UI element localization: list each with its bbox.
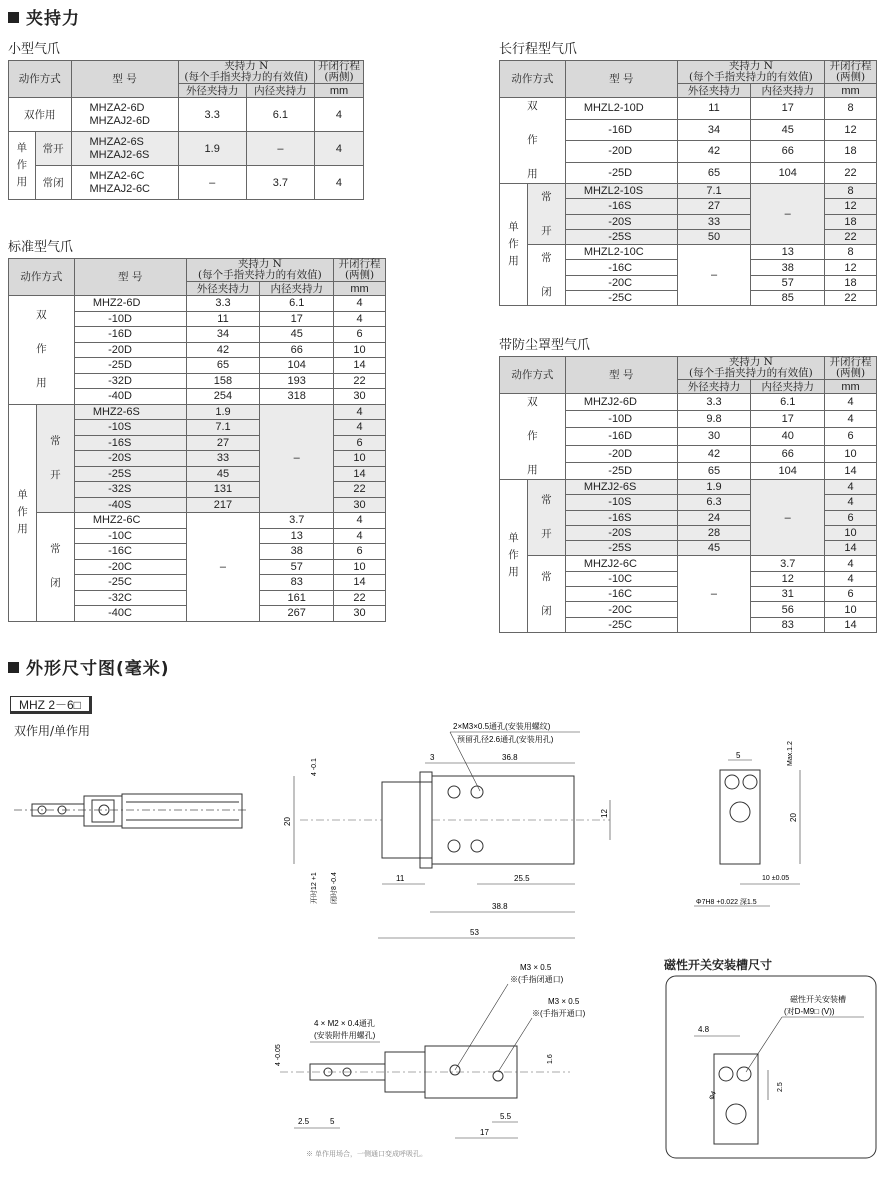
table-cell: 3.3 (178, 98, 246, 132)
dim-53: 53 (470, 928, 479, 937)
header-inner: 内径夹持力 (751, 84, 825, 98)
table-cell: 10 (825, 602, 877, 617)
table-cell: 3.3 (186, 296, 260, 312)
header-stroke: 开闭行程 (两侧) (825, 357, 877, 380)
table-cell: MHZJ2-6C (565, 556, 677, 571)
table-cell: 8 (825, 98, 877, 120)
table-cell: -10C (74, 528, 186, 544)
dust-cover-gripper-table (499, 356, 877, 633)
header-stroke: 开闭行程 (两侧) (334, 259, 386, 282)
table-cell: 9.8 (677, 411, 751, 428)
table-cell: MHZL2-10D (565, 98, 677, 120)
header-unit: mm (825, 380, 877, 394)
table-cell: – (246, 132, 314, 166)
model-code-box: MHZ 2－6□ (10, 696, 92, 714)
header-unit: mm (314, 84, 363, 98)
section-title-dimensions: 外形尺寸图(毫米) (8, 654, 170, 679)
standard-table-title: 标准型气爪 (8, 240, 74, 255)
table-cell: MHZA2-6C MHZAJ2-6C (71, 166, 178, 200)
header-inner: 内径夹持力 (260, 282, 334, 296)
table-cell: 22 (825, 229, 877, 244)
table-cell: 318 (260, 389, 334, 405)
table-cell: 6.1 (260, 296, 334, 312)
table-cell: 267 (260, 606, 334, 622)
table-cell: 27 (186, 435, 260, 451)
table-cell: 45 (677, 541, 751, 556)
table-cell: 4 (334, 528, 386, 544)
mode-double: 双作用 (9, 98, 72, 132)
section-title-gripping-force: 夹持力 (8, 4, 80, 29)
table-cell: -10C (565, 571, 677, 586)
table-cell: 38 (260, 544, 334, 560)
dim-open: 开时12 +1 (311, 872, 318, 904)
table-cell: 4 (314, 166, 363, 200)
table-cell: – (677, 556, 751, 632)
table-cell: 45 (751, 119, 825, 141)
table-cell: 17 (751, 98, 825, 120)
table-cell: 104 (260, 358, 334, 374)
table-cell: 66 (751, 445, 825, 462)
mode-normally-open: 常 开 (527, 184, 565, 245)
mode-single: 单 作 用 (9, 132, 36, 200)
table-cell: -16C (565, 587, 677, 602)
table-cell: 6 (334, 544, 386, 560)
table-cell: -16S (565, 199, 677, 214)
table-cell: – (260, 404, 334, 513)
dim-4-tol2: 4 -0.05 (275, 1044, 282, 1066)
table-cell: 10 (334, 342, 386, 358)
table-cell: MHZL2-10C (565, 245, 677, 260)
table-cell: 13 (260, 528, 334, 544)
table-cell: 14 (825, 462, 877, 479)
table-cell: 4 (314, 132, 363, 166)
mode-double: 双 作 用 (500, 98, 566, 184)
mode-single: 单 作 用 (9, 404, 37, 621)
dim-2-5: 2.5 (298, 1117, 310, 1126)
table-row (9, 404, 386, 420)
table-cell: 10 (825, 525, 877, 540)
switch-note-1: 磁性开关安装槽 (790, 995, 846, 1004)
table-cell: 3.7 (246, 166, 314, 200)
table-cell: – (178, 166, 246, 200)
table-cell: 6 (825, 510, 877, 525)
table-cell: 7.1 (677, 184, 751, 199)
dim-25-5: 25.5 (514, 874, 530, 883)
table-cell: 14 (825, 617, 877, 632)
table-cell: 4 (334, 420, 386, 436)
dim-m3-close-note: ※(手指开通口) (532, 1009, 586, 1018)
table-cell: 4 (334, 513, 386, 529)
table-cell: 4 (334, 296, 386, 312)
header-unit: mm (825, 84, 877, 98)
header-force: 夹持力 N (每个手指夹持力的有效值) (677, 61, 824, 84)
table-cell: 1.9 (677, 480, 751, 495)
table-cell: 6.1 (751, 394, 825, 411)
dim-m2-note-1: 4 × M2 × 0.4通孔 (314, 1019, 375, 1028)
table-cell: -25C (565, 291, 677, 306)
dim-close: 闭时8 -0.4 (331, 872, 338, 904)
switch-dim-4-8: 4.8 (698, 1025, 710, 1034)
table-cell: 42 (677, 141, 751, 163)
table-cell: 56 (751, 602, 825, 617)
table-row (500, 556, 877, 571)
table-cell: 33 (677, 214, 751, 229)
table-cell: -32D (74, 373, 186, 389)
dim-m2-note-2: (安装附件用螺孔) (314, 1031, 376, 1040)
table-cell: – (751, 184, 825, 245)
table-cell: 8 (825, 184, 877, 199)
table-row (500, 98, 877, 120)
header-outer: 外径夹持力 (178, 84, 246, 98)
table-cell: 66 (260, 342, 334, 358)
table-cell: -10D (565, 411, 677, 428)
table-cell: 12 (825, 119, 877, 141)
table-cell: 34 (677, 119, 751, 141)
mode-single: 单 作 用 (500, 184, 528, 306)
table-cell: -25D (565, 462, 677, 479)
header-mode: 动作方式 (500, 61, 566, 98)
front-view-drawing (270, 716, 630, 946)
table-cell: 66 (751, 141, 825, 163)
table-row (9, 296, 386, 312)
table-cell: MHZ2-6S (74, 404, 186, 420)
table-cell: -40D (74, 389, 186, 405)
header-model: 型 号 (565, 61, 677, 98)
table-cell: -20D (74, 342, 186, 358)
table-cell: -20D (565, 141, 677, 163)
table-row (9, 513, 386, 529)
table-cell: 45 (186, 466, 260, 482)
header-unit: mm (334, 282, 386, 296)
header-inner: 内径夹持力 (751, 380, 825, 394)
table-cell: 38 (751, 260, 825, 275)
mode-normally-closed: 常 闭 (527, 556, 565, 632)
table-cell: MHZJ2-6S (565, 480, 677, 495)
table-cell: 50 (677, 229, 751, 244)
table-cell: -16C (565, 260, 677, 275)
header-force: 夹持力 N (每个手指夹持力的有效值) (186, 259, 334, 282)
table-cell: -20C (565, 275, 677, 290)
table-cell: 104 (751, 462, 825, 479)
header-outer: 外径夹持力 (677, 84, 751, 98)
dim-10: 10 ±0.05 (762, 875, 790, 882)
standard-gripper-table (8, 258, 386, 622)
table-cell: -10D (74, 311, 186, 327)
header-model: 型 号 (74, 259, 186, 296)
table-cell: 22 (334, 590, 386, 606)
dim-m3-open: M3 × 0.5 (520, 963, 552, 972)
table-cell: 42 (677, 445, 751, 462)
header-model: 型 号 (565, 357, 677, 394)
table-cell: 22 (825, 291, 877, 306)
table-cell: 33 (186, 451, 260, 467)
table-cell: 4 (825, 394, 877, 411)
table-cell: 40 (751, 428, 825, 445)
table-cell: MHZJ2-6D (565, 394, 677, 411)
table-cell: 161 (260, 590, 334, 606)
table-cell: 6 (334, 435, 386, 451)
table-cell: 12 (825, 260, 877, 275)
header-model: 型 号 (71, 61, 178, 98)
table-cell: 30 (334, 389, 386, 405)
mode-normally-closed: 常闭 (35, 166, 71, 200)
table-cell: -20C (74, 559, 186, 575)
table-cell: 65 (186, 358, 260, 374)
dims-subtitle: 双作用/单作用 (14, 724, 91, 738)
table-cell: 4 (334, 311, 386, 327)
table-cell: 104 (751, 162, 825, 184)
table-cell: -16D (565, 119, 677, 141)
table-cell: 131 (186, 482, 260, 498)
table-cell: -16C (74, 544, 186, 560)
table-cell: -20S (74, 451, 186, 467)
mode-normally-open: 常开 (35, 132, 71, 166)
table-cell: 4 (825, 495, 877, 510)
table-cell: -40C (74, 606, 186, 622)
table-cell: -25S (74, 466, 186, 482)
table-cell: 10 (334, 451, 386, 467)
switch-dim-phi4: φ4 (707, 1090, 718, 1101)
bottom-view-drawing (270, 960, 630, 1160)
table-cell: 1.9 (178, 132, 246, 166)
table-cell: 193 (260, 373, 334, 389)
table-cell: 14 (334, 575, 386, 591)
table-cell: MHZL2-10S (565, 184, 677, 199)
table-cell: 14 (825, 541, 877, 556)
switch-groove-title: 磁性开关安装槽尺寸 (664, 958, 773, 972)
table-cell: 34 (186, 327, 260, 343)
table-cell: – (186, 513, 260, 622)
dim-m3-open-note: ※(手指闭通口) (510, 975, 564, 984)
table-cell: 4 (825, 571, 877, 586)
end-view-drawing (690, 730, 815, 910)
long-stroke-gripper-table (499, 60, 877, 306)
table-cell: 57 (260, 559, 334, 575)
table-cell: 83 (260, 575, 334, 591)
table-cell: 3.3 (677, 394, 751, 411)
table-cell: 65 (677, 162, 751, 184)
table-cell: 27 (677, 199, 751, 214)
header-outer: 外径夹持力 (186, 282, 260, 296)
dim-20b: 20 (789, 813, 798, 822)
table-row (500, 480, 877, 495)
table-cell: 254 (186, 389, 260, 405)
table-cell: 22 (334, 373, 386, 389)
mode-single: 单 作 用 (500, 480, 528, 633)
table-cell: 10 (334, 559, 386, 575)
switch-groove-drawing (664, 974, 878, 1162)
dim-max12: Max.1.2 (787, 741, 794, 766)
side-view-drawing (14, 780, 254, 840)
table-cell: 4 (314, 98, 363, 132)
table-cell: -25C (74, 575, 186, 591)
table-cell: 6 (825, 587, 877, 602)
mode-double: 双 作 用 (9, 296, 75, 405)
header-force: 夹持力 N (每个手指夹持力的有效值) (178, 61, 314, 84)
small-gripper-table (8, 60, 364, 200)
dim-hole: Φ7H8 +0.022 深1.5 (696, 899, 757, 906)
mode-normally-closed: 常 闭 (36, 513, 74, 622)
header-stroke: 开闭行程 (两侧) (314, 61, 363, 84)
header-mode: 动作方式 (500, 357, 566, 394)
small-table-title: 小型气爪 (8, 42, 61, 57)
mode-normally-open: 常 开 (527, 480, 565, 556)
table-cell: -40S (74, 497, 186, 513)
table-cell: 14 (334, 466, 386, 482)
table-cell: 10 (825, 445, 877, 462)
mode-normally-open: 常 开 (36, 404, 74, 513)
table-cell: 11 (677, 98, 751, 120)
table-cell: 24 (677, 510, 751, 525)
dim-12: 12 (600, 809, 609, 818)
table-cell: 18 (825, 275, 877, 290)
dim-38-8: 38.8 (492, 902, 508, 911)
dim-m3-close: M3 × 0.5 (548, 997, 580, 1006)
table-cell: -25C (565, 617, 677, 632)
table-cell: 83 (751, 617, 825, 632)
table-cell: -32C (74, 590, 186, 606)
header-outer: 外径夹持力 (677, 380, 751, 394)
header-mode: 动作方式 (9, 61, 72, 98)
table-row (500, 184, 877, 199)
table-cell: 6.1 (246, 98, 314, 132)
table-cell: -25D (565, 162, 677, 184)
header-stroke: 开闭行程 (两侧) (825, 61, 877, 84)
dim-3: 3 (430, 753, 435, 762)
switch-note-2: (对D-M9□ (V)) (784, 1007, 835, 1016)
dim-11: 11 (396, 874, 405, 883)
table-cell: 4 (334, 404, 386, 420)
table-cell: 22 (825, 162, 877, 184)
table-cell: -20D (565, 445, 677, 462)
table-cell: – (751, 480, 825, 556)
mode-normally-closed: 常 闭 (527, 245, 565, 306)
table-cell: -25S (565, 229, 677, 244)
table-cell: 18 (825, 214, 877, 229)
table-cell: -16S (565, 510, 677, 525)
dim-5-5: 5.5 (500, 1112, 512, 1121)
table-cell: 1.9 (186, 404, 260, 420)
table-cell: 17 (751, 411, 825, 428)
dim-36-8: 36.8 (502, 753, 518, 762)
header-mode: 动作方式 (9, 259, 75, 296)
dim-4-tol: 4 -0.1 (311, 758, 318, 776)
table-cell: 3.7 (260, 513, 334, 529)
table-cell: 28 (677, 525, 751, 540)
table-cell: 18 (825, 141, 877, 163)
header-force: 夹持力 N (每个手指夹持力的有效值) (677, 357, 824, 380)
table-cell: 4 (825, 480, 877, 495)
table-cell: 4 (825, 411, 877, 428)
table-row (500, 245, 877, 260)
table-cell: -10S (565, 495, 677, 510)
table-cell: 6 (334, 327, 386, 343)
table-cell: 12 (751, 571, 825, 586)
dim-20: 20 (283, 817, 292, 826)
table-cell: -20S (565, 525, 677, 540)
table-cell: 13 (751, 245, 825, 260)
table-cell: 6 (825, 428, 877, 445)
dim-note-holes-2: 预留孔径2.6通孔(安装用孔) (457, 735, 554, 744)
table-cell: -16D (74, 327, 186, 343)
dims-footnote: ※ 单作用场合，一侧通口变成呼吸孔。 (306, 1151, 427, 1158)
table-cell: 158 (186, 373, 260, 389)
long-table-title: 长行程型气爪 (499, 42, 578, 57)
dim-1-6: 1.6 (547, 1054, 554, 1064)
table-cell: -20C (565, 602, 677, 617)
table-cell: MHZA2-6S MHZAJ2-6S (71, 132, 178, 166)
table-cell: 17 (260, 311, 334, 327)
table-cell: 31 (751, 587, 825, 602)
dim-5b: 5 (330, 1117, 335, 1126)
table-cell: 85 (751, 291, 825, 306)
table-cell: – (677, 245, 751, 306)
table-cell: 65 (677, 462, 751, 479)
table-cell: -20S (565, 214, 677, 229)
table-cell: -16S (74, 435, 186, 451)
table-cell: -25S (565, 541, 677, 556)
table-row (500, 394, 877, 411)
header-inner: 内径夹持力 (246, 84, 314, 98)
table-cell: 22 (334, 482, 386, 498)
dim-note-holes-1: 2×M3×0.5通孔(安装用螺纹) (453, 722, 551, 731)
table-cell: 3.7 (751, 556, 825, 571)
table-cell: MHZ2-6C (74, 513, 186, 529)
table-cell: 6.3 (677, 495, 751, 510)
table-cell: -25D (74, 358, 186, 374)
dust-table-title: 带防尘罩型气爪 (499, 338, 591, 353)
table-cell: 45 (260, 327, 334, 343)
table-cell: -10S (74, 420, 186, 436)
table-cell: -16D (565, 428, 677, 445)
table-cell: 4 (825, 556, 877, 571)
switch-dim-2-5: 2.5 (777, 1082, 784, 1092)
table-cell: 7.1 (186, 420, 260, 436)
table-cell: 217 (186, 497, 260, 513)
table-cell: MHZ2-6D (74, 296, 186, 312)
mode-double: 双 作 用 (500, 394, 566, 480)
table-cell: 30 (334, 497, 386, 513)
table-cell: MHZA2-6D MHZAJ2-6D (71, 98, 178, 132)
table-cell: 12 (825, 199, 877, 214)
dim-17: 17 (480, 1128, 489, 1137)
table-cell: 8 (825, 245, 877, 260)
table-cell: -32S (74, 482, 186, 498)
table-cell: 42 (186, 342, 260, 358)
table-cell: 11 (186, 311, 260, 327)
table-cell: 30 (677, 428, 751, 445)
table-cell: 30 (334, 606, 386, 622)
table-cell: 14 (334, 358, 386, 374)
table-cell: 57 (751, 275, 825, 290)
dim-5: 5 (736, 751, 741, 760)
